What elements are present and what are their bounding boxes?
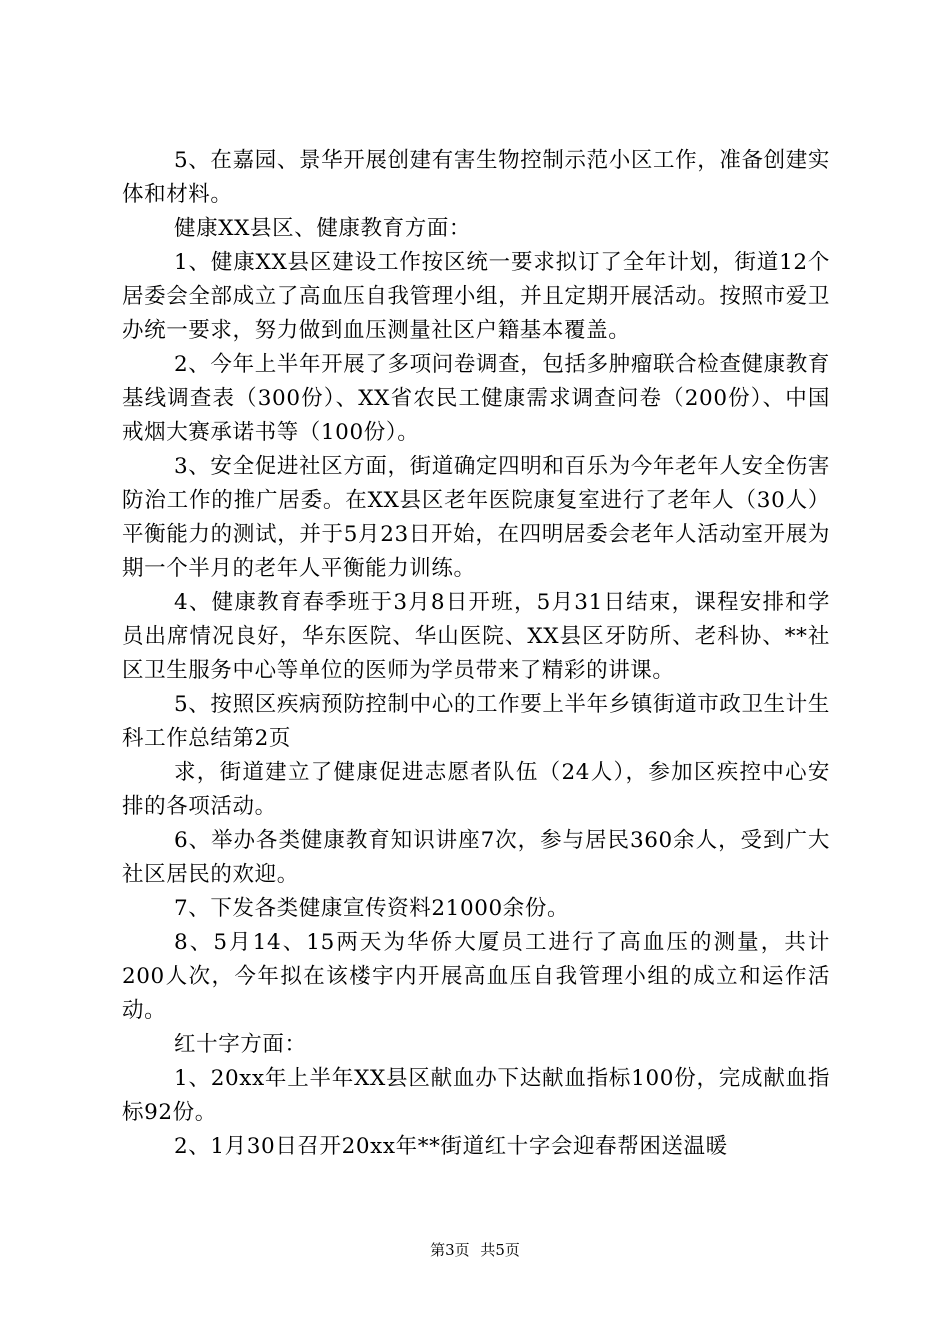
paragraph: 5、按照区疾病预防控制中心的工作要上半年乡镇街道市政卫生计生科工作总结第2页 — [122, 692, 830, 751]
section-heading-health: 健康XX县区、健康教育方面： — [174, 216, 472, 241]
paragraph-continuation: 求，街道建立了健康促进志愿者队伍（24人），参加区疾控中心安排的各项活动。 — [122, 760, 830, 819]
paragraph: 2、今年上半年开展了多项问卷调查，包括多肿瘤联合检查健康教育基线调查表（300份）、XX省农民工健康需求调查问卷（200份）、中国戒烟大赛承诺书等（100份）。 — [122, 352, 830, 445]
paragraph: 6、举办各类健康教育知识讲座7次，参与居民360余人，受到广大社区居民的欢迎。 — [122, 828, 830, 887]
paragraph: 7、下发各类健康宣传资料21000余份。 — [174, 896, 570, 921]
paragraph: 4、健康教育春季班于3月8日开班，5月31日结束，课程安排和学员出席情况良好，华东医院、华山医院、XX县区牙防所、老科协、**社区卫生服务中心等单位的医师为学员带来了精彩的讲课。 — [122, 590, 830, 683]
page-number-total: 共5页 — [480, 1241, 520, 1259]
paragraph: 5、在嘉园、景华开展创建有害生物控制示范小区工作，准备创建实体和材料。 — [122, 148, 830, 207]
document-body — [122, 144, 830, 1164]
page-number-current: 第3页 — [430, 1241, 470, 1259]
paragraph: 2、1月30日召开20xx年**街道红十字会迎春帮困送温暖 — [174, 1134, 728, 1159]
paragraph: 8、5月14、15两天为华侨大厦员工进行了高血压的测量，共计200人次，今年拟在该楼宇内开展高血压自我管理小组的成立和运作活动。 — [122, 930, 830, 1023]
paragraph: 1、健康XX县区建设工作按区统一要求拟订了全年计划，街道12个居委会全部成立了高血压自我管理小组，并且定期开展活动。按照市爱卫办统一要求，努力做到血压测量社区户籍基本覆盖。 — [122, 250, 830, 343]
paragraph: 1、20xx年上半年XX县区献血办下达献血指标100份，完成献血指标92份。 — [122, 1066, 830, 1125]
paragraph: 3、安全促进社区方面，街道确定四明和百乐为今年老年人安全伤害防治工作的推广居委。在XX县区老年医院康复室进行了老年人（30人）平衡能力的测试，并于5月23日开始，在四明居委会老年人活动室开展为期一个半月的老年人平衡能力训练。 — [122, 454, 830, 581]
page-footer — [0, 1240, 950, 1260]
section-heading-red-cross: 红十字方面： — [174, 1032, 307, 1057]
